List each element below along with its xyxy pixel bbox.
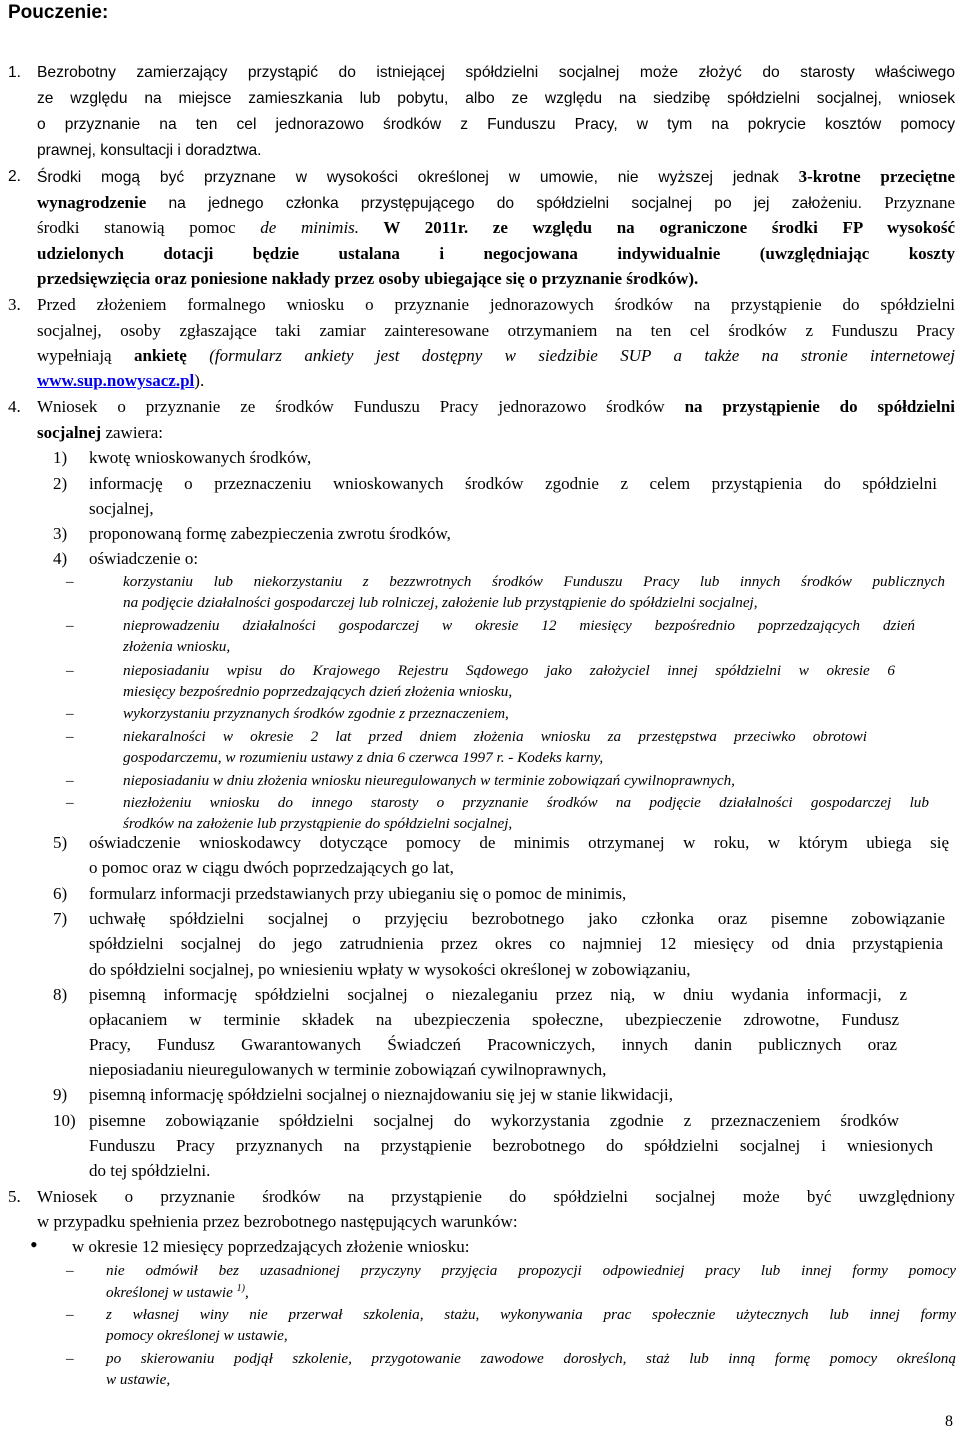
dash-bullet: –	[66, 573, 74, 590]
list-item: do tej spółdzielni.	[89, 1161, 211, 1180]
list-item: pisemne zobowiązanie spółdzielni socjalnej do wykorzystania zgodnie z przeznaczeniem środków	[89, 1111, 899, 1130]
declaration-item: niekaralności w okresie 2 lat przed dniem złożenia wniosku za przestępstwa przeciwko obrotowi	[123, 728, 867, 745]
list-item-number: 10)	[53, 1111, 76, 1130]
list-item-number: 9)	[53, 1085, 68, 1104]
list-item: nieposiadaniu nieuregulowanych w terminie zobowiązań cywilnoprawnych,	[89, 1060, 607, 1079]
condition-item: w okresie 12 miesięcy poprzedzających złożenie wniosku:	[72, 1237, 470, 1256]
list-item: spółdzielni socjalnej do jego zatrudnienia przez okres co najmniej 12 miesięcy od dnia przystąpienia	[89, 934, 943, 953]
condition-subitem: pomocy określonej w ustawie,	[106, 1327, 288, 1344]
declaration-item: korzystaniu lub niekorzystaniu z bezzwrotnych środków Funduszu Pracy lub innych środków publicznych	[123, 573, 945, 590]
list-item-number: 5)	[53, 833, 68, 852]
list-item-number: 7)	[53, 909, 68, 928]
condition-subitem: nie odmówił bez uzasadnionej przyczyny przyjęcia propozycji odpowiedniej pracy lub innej formy pomocy	[106, 1262, 956, 1279]
page-heading: Pouczenie:	[8, 2, 109, 23]
list-item: formularz informacji przedstawianych przy ubieganiu się o pomoc de minimis,	[89, 884, 627, 903]
paragraph-line: środki stanowią pomoc de minimis. W 2011r. ze względu na ograniczone środki FP wysokość	[37, 218, 956, 237]
paragraph-line: Wniosek o przyznanie środków na przystąpienie do spółdzielni socjalnej może być uwzględniony	[37, 1187, 955, 1206]
declaration-item: nieprowadzeniu działalności gospodarczej w okresie 12 miesięcy bezpośrednio poprzedzających dzień	[123, 617, 915, 634]
paragraph-number: 1.	[8, 64, 22, 81]
list-item-number: 6)	[53, 884, 68, 903]
paragraph-number: 4.	[8, 397, 21, 416]
paragraph-line: udzielonych dotacji będzie ustalana i negocjowana indywidualnie (uwzględniając koszty	[37, 244, 955, 263]
dash-bullet: –	[66, 1306, 74, 1323]
paragraph-line: socjalnej, osoby zgłaszające taki zamiar zainteresowane otrzymaniem na ten cel środków z Funduszu Pracy	[37, 321, 955, 340]
declaration-item: nieposiadaniu w dniu złożenia wniosku nieuregulowanych w terminie zobowiązań cywilnoprawnych,	[123, 772, 735, 789]
condition-subitem: z własnej winy nie przerwał szkolenia, stażu, wykonywania prac społecznie użytecznych lub innej formy	[106, 1306, 956, 1323]
condition-subitem: określonej w ustawie $^{1)}$,	[106, 1283, 249, 1302]
declaration-item: nieposiadaniu wpisu do Krajowego Rejestru Sądowego jako założyciel innej spółdzielni w okresie 6	[123, 662, 895, 679]
declaration-item: środków na założenie lub przystąpienie do spółdzielni socjalnej,	[123, 815, 513, 832]
paragraph-line: wypełniają ankietę (formularz ankiety jest dostępny w siedzibie SUP a także na stronie internetowej	[37, 346, 955, 365]
list-item: opłacaniem w terminie składek na ubezpieczenia społeczne, ubezpieczenie zdrowotne, Fundusz	[89, 1010, 899, 1029]
dash-bullet: –	[66, 794, 74, 811]
website-link[interactable]: www.sup.nowysacz.pl	[37, 371, 195, 390]
declaration-item: niezłożeniu wniosku do innego starosty o przyznanie środków na podjęcie działalności gospodarczej lub	[123, 794, 929, 811]
list-item-number: 8)	[53, 985, 68, 1004]
declaration-item: miesięcy bezpośrednio poprzedzających dzień złożenia wniosku,	[123, 683, 513, 700]
dash-bullet: –	[66, 772, 74, 789]
condition-subitem: po skierowaniu podjął szkolenie, przygotowanie zawodowe dorosłych, staż lub inną formę pomocy określoną	[106, 1350, 956, 1367]
dash-bullet: –	[66, 1350, 74, 1367]
dash-bullet: –	[66, 617, 74, 634]
paragraph-number: 5.	[8, 1187, 21, 1206]
paragraph-line: wynagrodzenie na jednego członka przystępującego do spółdzielni socjalnej po jej założeniu. Przyznane	[37, 193, 955, 212]
condition-subitem: w ustawie,	[106, 1371, 171, 1388]
paragraph-line: o przyznanie na ten cel jednorazowo środków z Funduszu Pracy, w tym na pokrycie kosztów pomocy	[37, 116, 955, 133]
list-item: uchwałę spółdzielni socjalnej o przyjęciu bezrobotnego jako członka oraz pisemne zobowiązanie	[89, 909, 945, 928]
list-item: Pracy, Fundusz Gwarantowanych Świadczeń Pracowniczych, innych danin publicznych oraz	[89, 1035, 897, 1054]
list-item-number: 3)	[53, 524, 68, 543]
list-item-number: 4)	[53, 549, 68, 568]
dash-bullet: –	[66, 705, 74, 722]
paragraph-line: Przed złożeniem formalnego wniosku o przyznanie jednorazowych środków na przystąpienie do spółdzielni	[37, 295, 955, 314]
paragraph-line: socjalnej zawiera:	[37, 423, 164, 442]
paragraph-line: prawnej, konsultacji i doradztwa.	[37, 142, 262, 159]
list-item: Funduszu Pracy przyznanych na przystąpienie bezrobotnego do spółdzielni socjalnej i wniesionych	[89, 1136, 933, 1155]
declaration-item: złożenia wniosku,	[123, 638, 231, 655]
list-item: o pomoc oraz w ciągu dwóch poprzedzających go lat,	[89, 858, 454, 877]
list-item-number: 2)	[53, 474, 68, 493]
list-item-number: 1)	[53, 448, 68, 467]
list-item: do spółdzielni socjalnej, po wniesieniu wpłaty w wysokości określonej w zobowiązaniu,	[89, 960, 691, 979]
list-item: kwotę wnioskowanych środków,	[89, 448, 312, 467]
bullet-icon: •	[30, 1232, 38, 1257]
paragraph-line: ze względu na miejsce zamieszkania lub pobytu, albo ze względu na siedzibę spółdzielni socjalnej, wniosek	[37, 90, 955, 107]
declaration-item: na podjęcie działalności gospodarczej lub rolniczej, założenie lub przystąpienie do spółdzielni socjalnej,	[123, 594, 758, 611]
paragraph-line: Bezrobotny zamierzający przystąpić do istniejącej spółdzielni socjalnej może złożyć do starosty właściwego	[37, 64, 955, 81]
dash-bullet: –	[66, 1262, 74, 1279]
list-item: informację o przeznaczeniu wnioskowanych środków zgodnie z celem przystąpienia do spółdzielni	[89, 474, 937, 493]
paragraph-line: przedsięwzięcia oraz poniesione nakłady przez osoby ubiegające się o przyznanie środków).	[37, 269, 699, 288]
footnote-marker: 1)	[236, 1283, 245, 1294]
list-item: oświadczenie wnioskodawcy dotyczące pomocy de minimis otrzymanej w roku, w którym ubiega się	[89, 833, 949, 852]
paragraph-line: Wniosek o przyznanie ze środków Funduszu Pracy jednorazowo środków na przystąpienie do spółdzielni	[37, 397, 955, 416]
paragraph-line: Środki mogą być przyznane w wysokości określonej w umowie, nie wyższej jednak 3-krotne przeciętne	[37, 167, 955, 186]
list-item: oświadczenie o:	[89, 549, 199, 568]
page-number: 8	[945, 1413, 953, 1430]
list-item: proponowaną formę zabezpieczenia zwrotu środków,	[89, 524, 451, 543]
declaration-item: wykorzystaniu przyznanych środków zgodnie z przeznaczeniem,	[123, 705, 509, 722]
paragraph-line: w przypadku spełnienia przez bezrobotnego następujących warunków:	[37, 1212, 518, 1231]
list-item: pisemną informację spółdzielni socjalnej o niezaleganiu przez nią, w dniu wydania informacji, z	[89, 985, 907, 1004]
dash-bullet: –	[66, 662, 74, 679]
paragraph-number: 3.	[8, 295, 21, 314]
list-item: socjalnej,	[89, 499, 154, 518]
dash-bullet: –	[66, 728, 74, 745]
declaration-item: gospodarczemu, w rozumieniu ustawy z dnia 6 czerwca 1997 r. - Kodeks karny,	[123, 749, 604, 766]
paragraph-number: 2.	[8, 168, 22, 185]
paragraph-line: www.sup.nowysacz.pl).	[37, 371, 205, 390]
list-item: pisemną informację spółdzielni socjalnej o nieznajdowaniu się jej w stanie likwidacji,	[89, 1085, 673, 1104]
